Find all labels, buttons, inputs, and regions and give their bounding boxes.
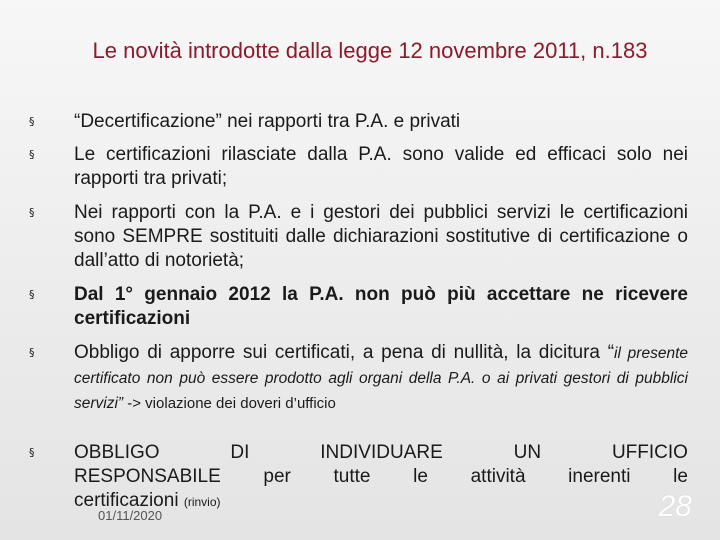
page-number: 28: [658, 490, 692, 523]
bullet-word: le: [413, 466, 428, 487]
bullet-marker: §: [29, 446, 35, 459]
bullet-word: UFFICIO: [611, 442, 688, 463]
bullet-text: Le certificazioni rilasciate dalla P.A. sono valide ed efficaci solo nei rapporti tra privati;: [74, 144, 688, 189]
slide-date: 01/11/2020: [98, 508, 163, 523]
bullet-word: tutte: [333, 466, 371, 487]
bullet-text: Dal 1° gennaio 2012 la P.A. non può più accettare ne ricevere certificazioni: [74, 284, 688, 329]
bullet-word: inerenti: [568, 466, 631, 487]
bullet-line: [74, 441, 688, 465]
bullet-text-start: Obbligo di apporre sui certificati, a pena di nullità, la dicitura “: [74, 342, 615, 363]
bullet-marker: §: [29, 288, 35, 301]
bullet-line: [74, 489, 688, 514]
bullet-item: [29, 143, 688, 191]
bullet-text-end: -> violazione dei doveri d’ufficio: [123, 395, 336, 412]
bullet-text: “Decertificazione” nei rapporti tra P.A. e privati: [74, 111, 461, 132]
bullet-marker: §: [29, 206, 35, 219]
bullet-word: certificazioni: [74, 490, 179, 511]
bullet-marker: §: [29, 346, 35, 359]
bullet-marker: §: [29, 115, 35, 128]
bullet-word: attività: [470, 466, 526, 487]
bullet-word: RESPONSABILE: [74, 466, 221, 487]
bullet-word: UN: [513, 442, 542, 463]
bullet-word: OBBLIGO: [74, 442, 160, 463]
bullet-note: (rinvio): [183, 495, 221, 509]
bullet-text-italic: il presente certificato non può essere prodotto agli organi della P.A. o ai privati gestori di pubblici servizi”: [74, 345, 688, 412]
bullet-word: INDIVIDUARE: [320, 442, 443, 463]
bullet-word: DI: [230, 442, 250, 463]
bullet-text: Nei rapporti con la P.A. e i gestori dei pubblici servizi le certificazioni sono SEMPRE sostituiti dalle dichiarazioni sostitutive di certificazione o dall’atto di notorietà;: [74, 202, 688, 271]
bullet-word: per: [263, 466, 291, 487]
bullet-item: [29, 441, 688, 514]
bullet-item: [29, 283, 688, 331]
slide-title: Le novità introdotte dalla legge 12 novembre 2011, n.183: [92, 38, 648, 63]
bullet-word: le: [673, 466, 688, 487]
bullet-item: [29, 201, 688, 273]
bullet-line: [74, 465, 688, 489]
bullet-item: [29, 341, 688, 416]
bullet-item: [29, 110, 688, 134]
bullet-marker: §: [29, 148, 35, 161]
